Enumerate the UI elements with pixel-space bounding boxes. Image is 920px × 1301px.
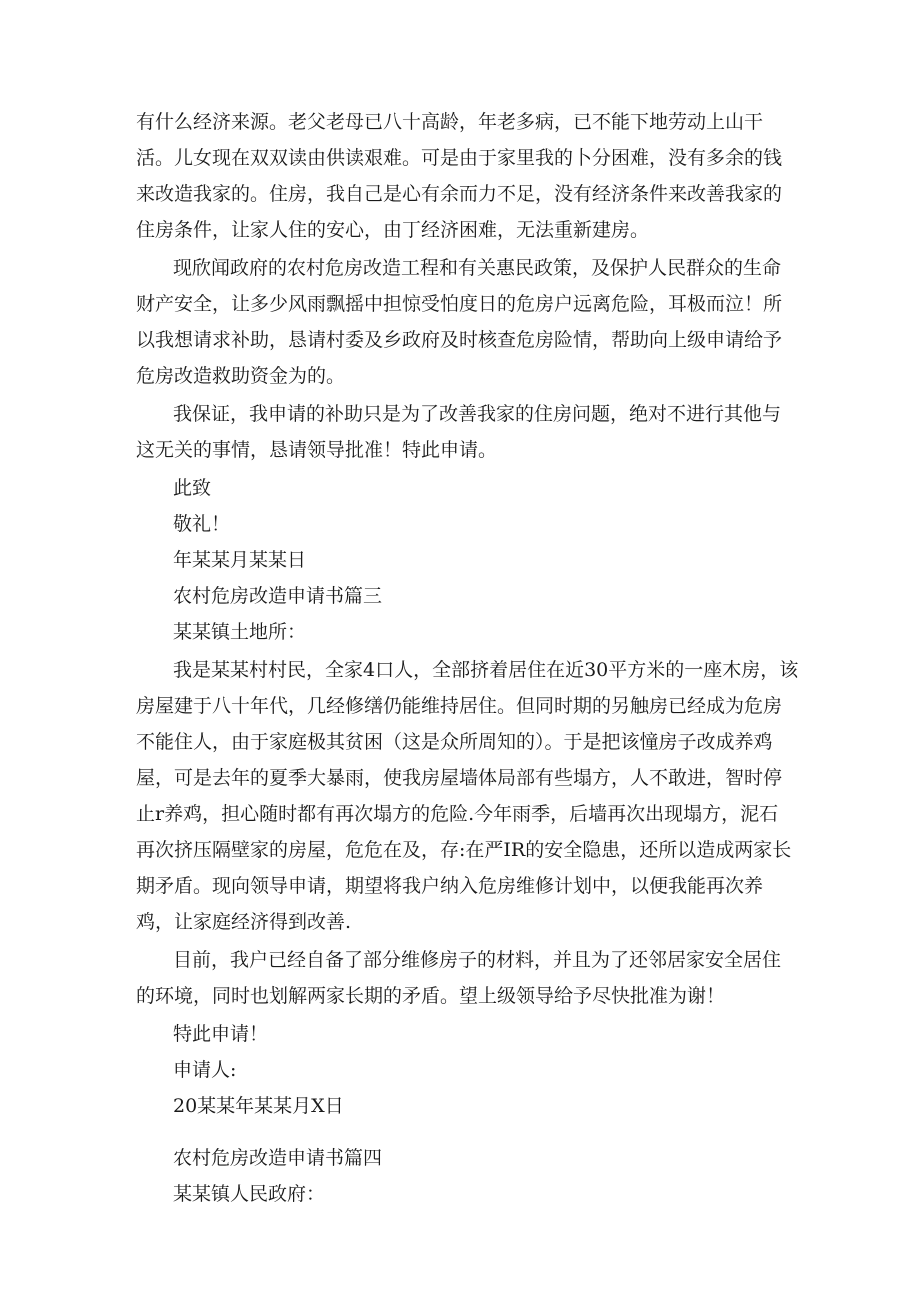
section-title-3: 农村危房改造申请书篇三 [173, 585, 383, 607]
date-line-1: 年某某月某某日 [173, 549, 307, 571]
paragraph-3-line-2: 这无关的事情，恳请领导批准！特此申请。 [136, 439, 498, 461]
closing-salutation: 此致 [173, 477, 212, 499]
paragraph-5-line-2: 的环境，同时也划解两家长期的矛盾。望上级领导给予尽快批准为谢！ [136, 985, 726, 1007]
date-line-2: 20某某年某某月X日 [173, 1095, 344, 1117]
paragraph-2-line-4: 危房改造救助资金为的。 [136, 365, 346, 387]
applicant-label: 申请人: [173, 1059, 237, 1081]
paragraph-4-line-8: 鸡，让家庭经济得到改善. [136, 911, 352, 933]
paragraph-4-line-2: 房屋建于八十年代，几经修缮仍能维持居住。但同时期的另触房已经成为危房 [136, 695, 783, 717]
paragraph-3-line-1: 我保证，我申请的补助只是为了改善我家的住房问题，绝对不进行其他与 [173, 403, 782, 425]
paragraph-2-line-3: 以我想请求补助，恳请村委及乡政府及时核查危房险情，帮助向上级申请给予 [136, 329, 783, 351]
paragraph-4-line-1: 我是某某村村民，全家4口人，全部挤着居住在近30平方米的一座木房，该 [173, 659, 799, 681]
addressee-3: 某某镇土地所： [173, 621, 307, 643]
paragraph-1-line-4: 住房条件，让家人住的安心，由丁经济困难，无法重新建房。 [136, 219, 650, 241]
section-title-4: 农村危房改造申请书篇四 [173, 1147, 383, 1169]
paragraph-4-line-6: 再次挤压隔壁家的房屋，危危在及，存:在严IR的安全隐患，还所以造成两家长 [136, 839, 792, 861]
paragraph-1-line-3: 来改造我家的。住房，我自己是心有余而力不足，没有经济条件来改善我家的 [136, 183, 783, 205]
paragraph-4-line-3: 不能住人，由于家庭极其贫困（这是众所周知的）。于是把该憧房子改成养鸡 [136, 731, 773, 753]
closing-request: 特此申请！ [173, 1023, 269, 1045]
paragraph-4-line-5: 止r养鸡，担心随时都有再次塌方的危险.今年雨季，后墙再次出现塌方，泥石 [136, 803, 779, 825]
paragraph-4-line-7: 期矛盾。现向领导申请，期望将我户纳入危房维修计划中，以便我能再次养 [136, 875, 764, 897]
paragraph-1-line-1: 有什么经济来源。老父老母已八十高龄，年老多病，已不能下地劳动上山干 [136, 111, 764, 133]
addressee-4: 某某镇人民政府： [173, 1183, 326, 1205]
paragraph-5-line-1: 目前，我户已经自备了部分维修房子的材料，并且为了还邻居家安全居住 [173, 949, 782, 971]
paragraph-2-line-2: 财产安全，让多少风雨飘摇中担惊受怕度日的危房户远离危险，耳极而泣！所 [136, 293, 783, 315]
paragraph-1-line-2: 活。儿女现在双双读由供读艰难。可是由于家里我的卜分困难，没有多余的钱 [136, 147, 783, 169]
closing-regards: 敬礼！ [173, 513, 231, 535]
paragraph-2-line-1: 现欣闻政府的农村危房改造工程和有关惠民政策，及保护人民群众的生命 [173, 257, 782, 279]
paragraph-4-line-4: 屋，可是去年的夏季大暴雨，使我房屋墙体局部有些塌方，人不敢进，智时停 [136, 767, 783, 789]
